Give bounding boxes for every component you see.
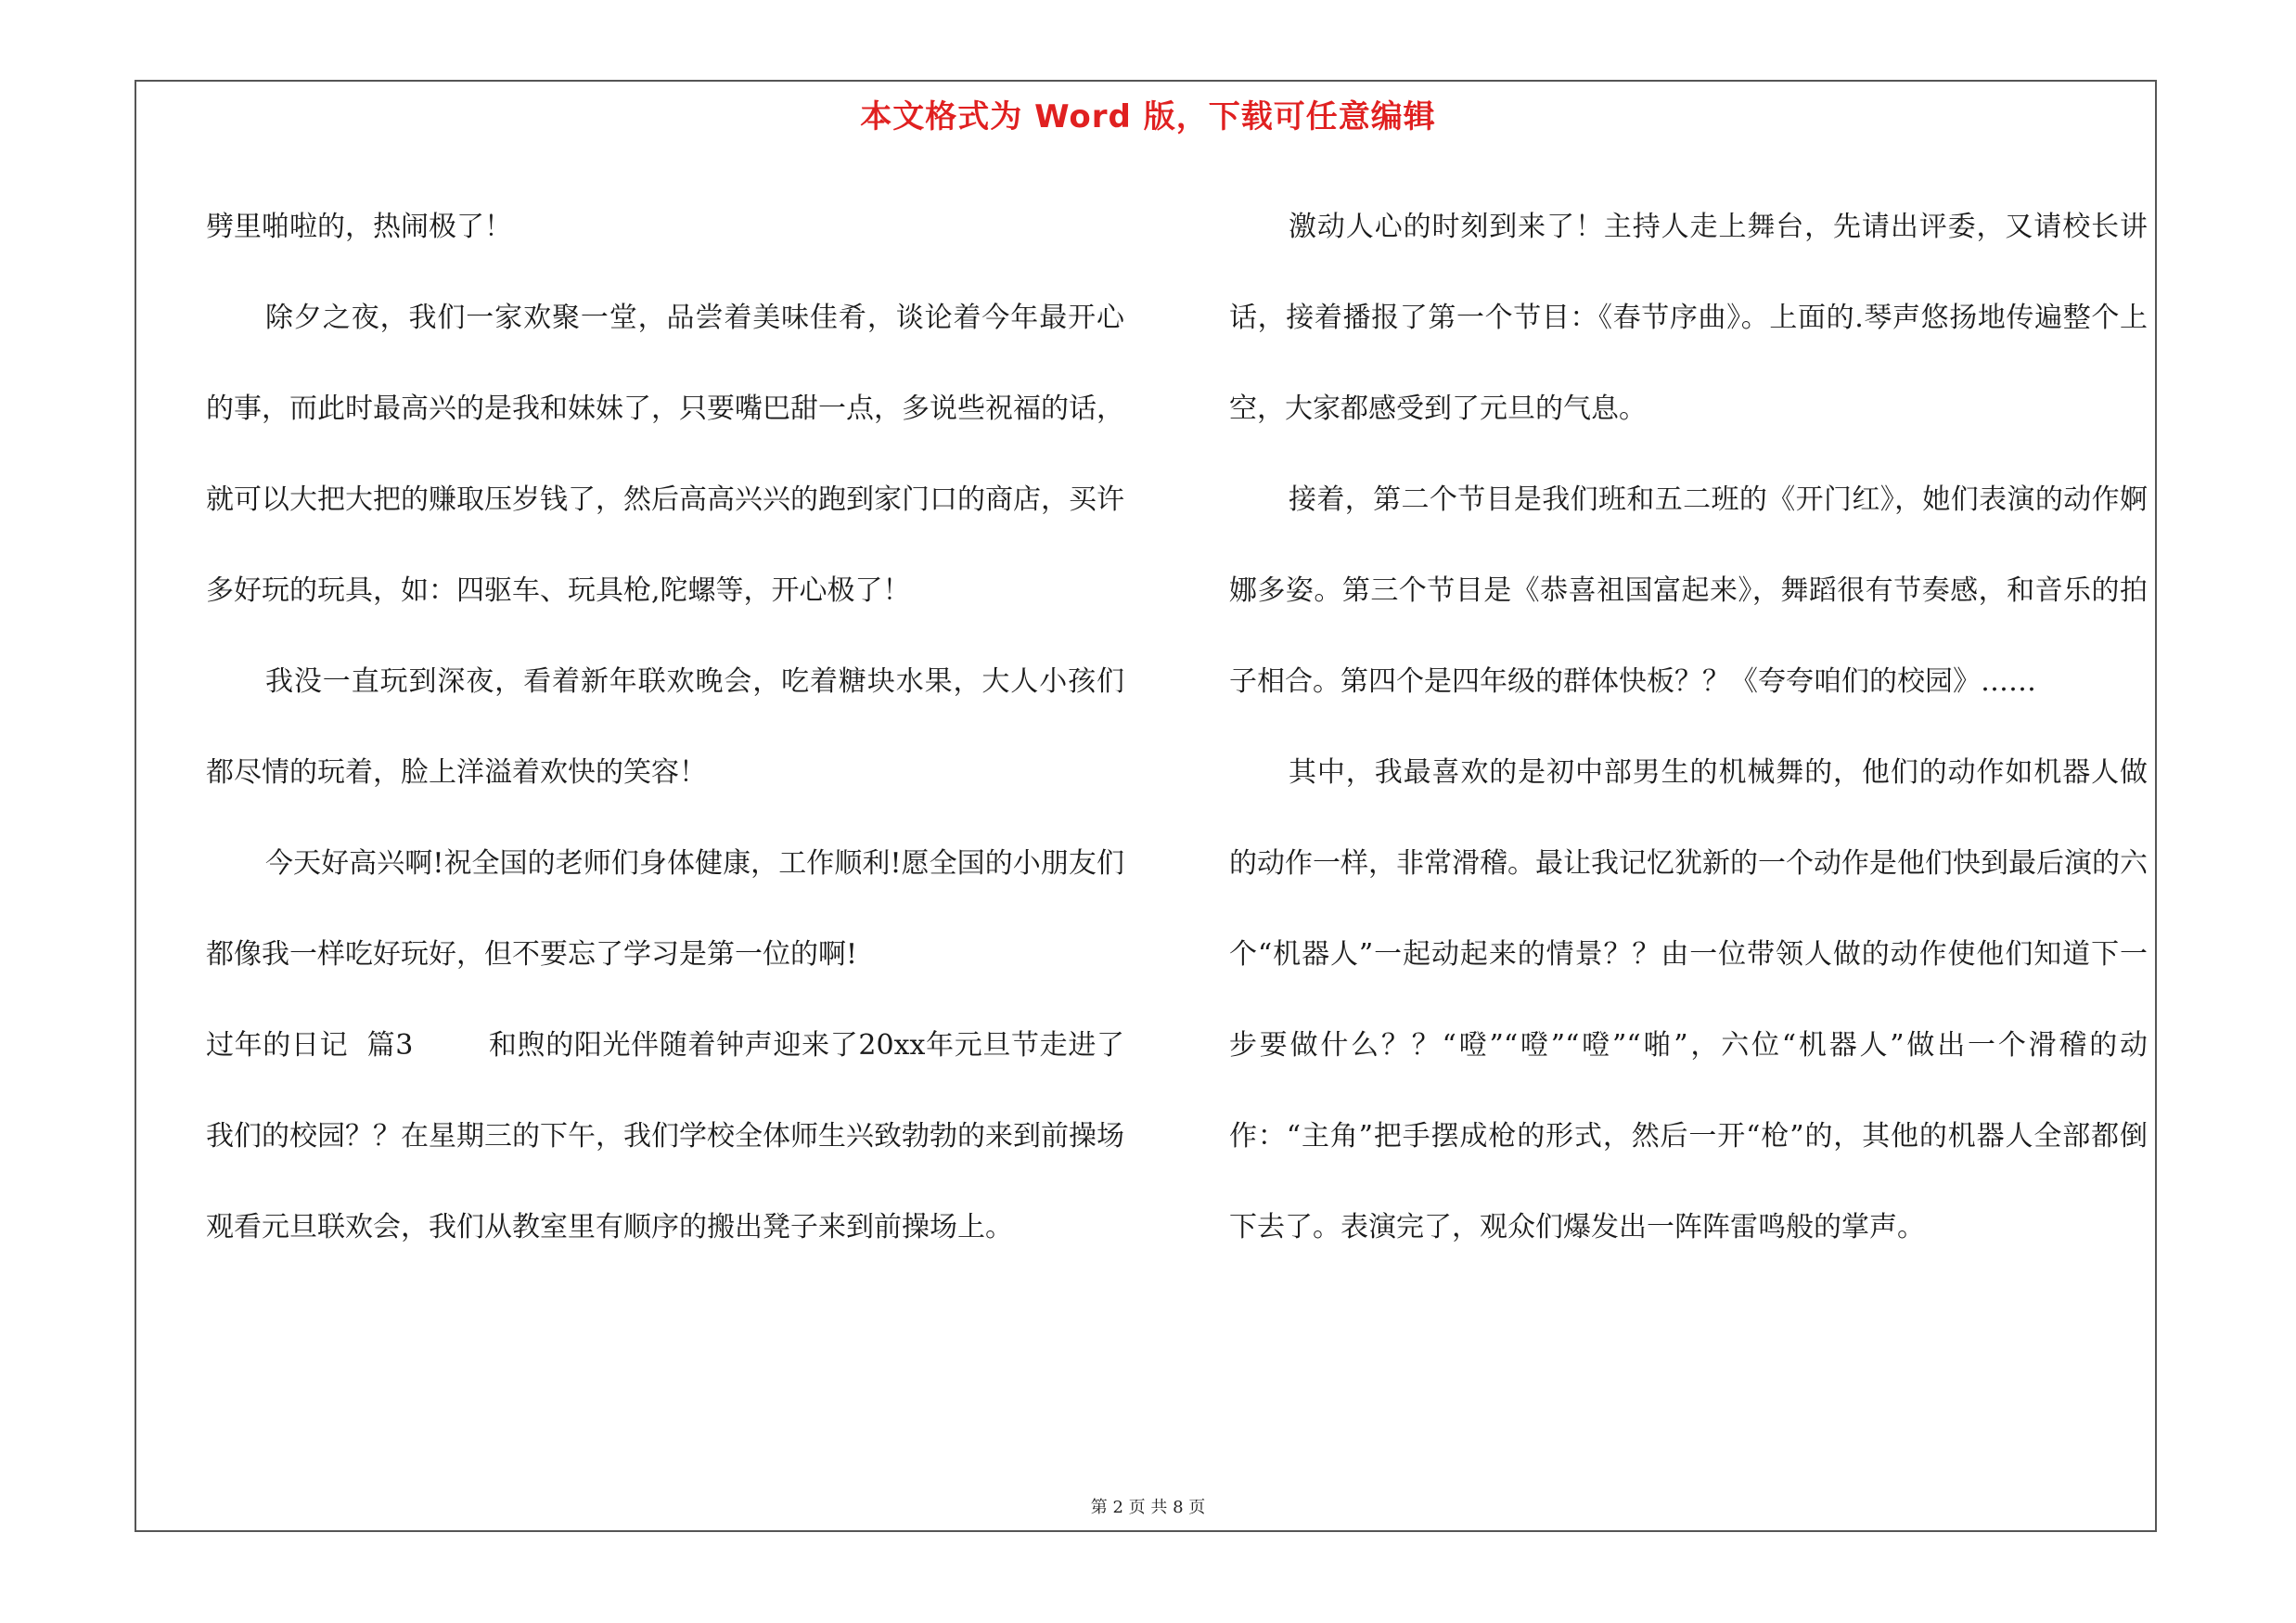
- left-paragraph-1: 劈里啪啦的，热闹极了！: [206, 211, 512, 243]
- left-paragraph-5: 过年的日记 篇3 和煦的阳光伴随着钟声迎来了20xx年元旦节走进了我们的校园？？在星期三的下午，我们学校全体师生兴致勃勃的来到前操场观看元旦联欢会，我们从教室里有顺序的搬出凳子来到前操场上。: [206, 1029, 1124, 1243]
- word-format-banner: 本文格式为 Word 版，下载可任意编辑: [860, 98, 1436, 135]
- left-paragraph-3: 我没一直玩到深夜，看着新年联欢晚会，吃着糖块水果，大人小孩们都尽情的玩着，脸上洋溢着欢快的笑容！: [206, 665, 1124, 789]
- left-paragraph-2: 除夕之夜，我们一家欢聚一堂，品尝着美味佳肴，谈论着今年最开心的事，而此时最高兴的是我和妹妹了，只要嘴巴甜一点，多说些祝福的话，就可以大把大把的赚取压岁钱了，然后高高兴兴的跑到家门口的商店，买许多好玩的玩具，如：四驱车、玩具枪,陀螺等，开心极了！: [206, 302, 1124, 607]
- right-text-column: [1229, 182, 2148, 1273]
- right-paragraph-1: 激动人心的时刻到来了！主持人走上舞台，先请出评委，又请校长讲话，接着播报了第一个节目：《春节序曲》。上面的.琴声悠扬地传遍整个上空，大家都感受到了元旦的气息。: [1229, 211, 2148, 425]
- left-text-column: [206, 182, 1124, 1273]
- page-number-footer: 第 2 页 共 8 页: [1090, 1498, 1206, 1517]
- left-paragraph-4: 今天好高兴啊!祝全国的老师们身体健康，工作顺利!愿全国的小朋友们都像我一样吃好玩好，但不要忘了学习是第一位的啊!: [206, 847, 1124, 971]
- right-paragraph-3: 其中，我最喜欢的是初中部男生的机械舞的，他们的动作如机器人做的动作一样，非常滑稽。最让我记忆犹新的一个动作是他们快到最后演的六个“机器人”一起动起来的情景？？由一位带领人做的动作使他们知道下一步要做什么？？“噔”“噔”“噔”“啪”，六位“机器人”做出一个滑稽的动作：“主角”把手摆成枪的形式，然后一开“枪”的，其他的机器人全部都倒下去了。表演完了，观众们爆发出一阵阵雷鸣般的掌声。: [1229, 756, 2148, 1243]
- right-paragraph-2: 接着，第二个节目是我们班和五二班的《开门红》，她们表演的动作婀娜多姿。第三个节目是《恭喜祖国富起来》，舞蹈很有节奏感，和音乐的拍子相合。第四个是四年级的群体快板？？《夸夸咱们的校园》……: [1229, 483, 2148, 698]
